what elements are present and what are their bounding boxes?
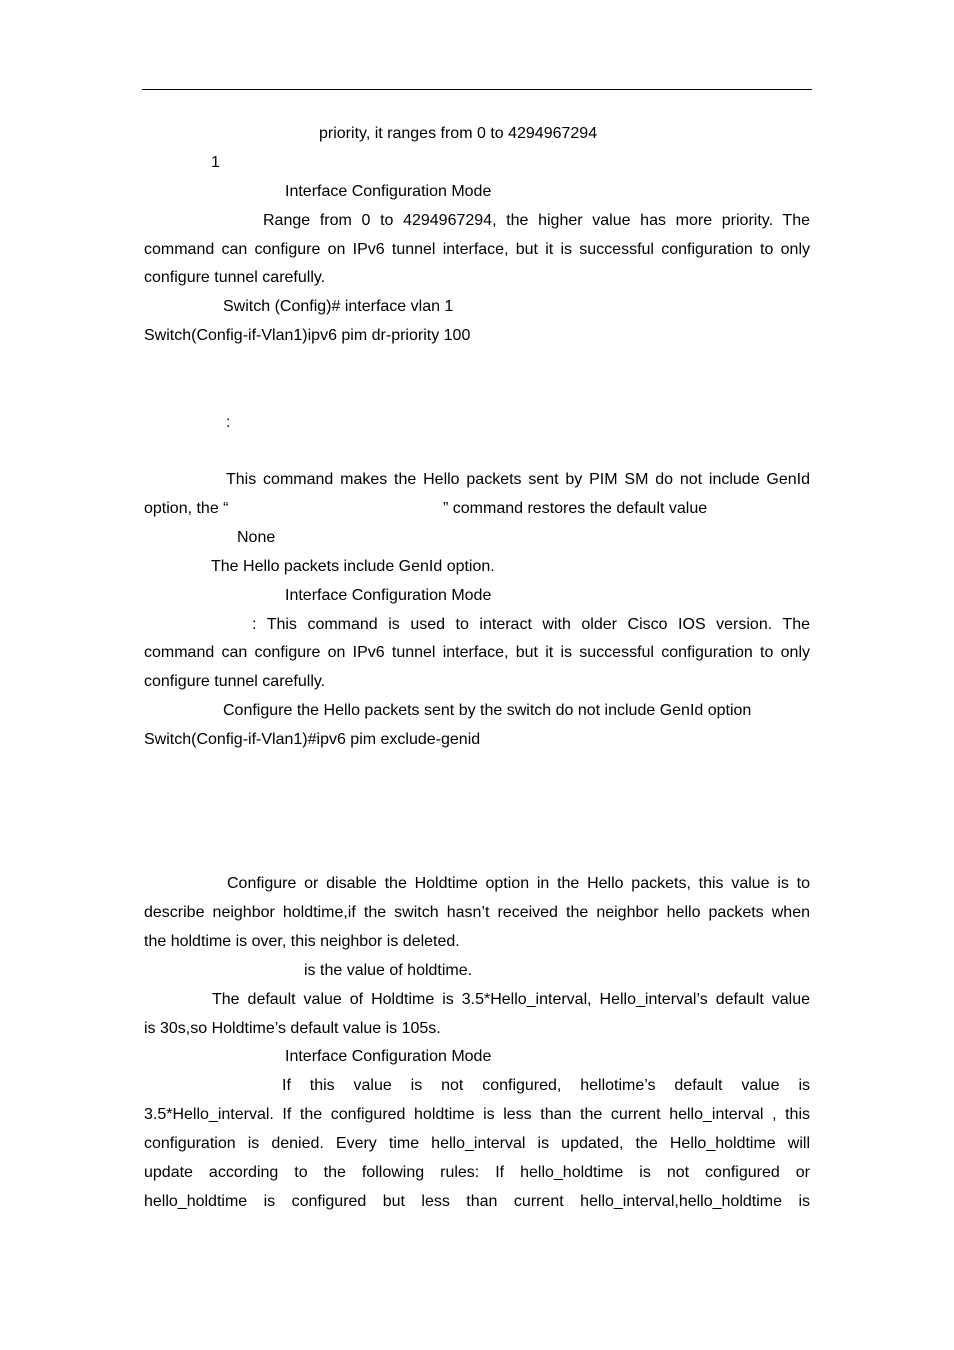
default-value: 1: [211, 154, 220, 171]
function-line: option, the “: [144, 500, 229, 517]
syntax-description: priority, it ranges from 0 to 4294967294: [319, 125, 598, 142]
example-line: Configure the Hello packets sent by the switch do not include GenId option: [223, 702, 752, 719]
default-line: is 30s,so Holdtime’s default value is 105s.: [144, 1020, 441, 1037]
usage-line: 3.5*Hello_interval. If the configured holdtime is less than the current hello_interval , this: [144, 1106, 810, 1123]
usage-line: configure tunnel carefully.: [144, 269, 326, 286]
function-line: ” command restores the default value: [443, 500, 708, 517]
usage-line: update according to the following rules: If hello_holdtime is not configured or: [144, 1164, 810, 1181]
parameter-value: is the value of holdtime.: [304, 962, 473, 979]
default-line: The default value of Holdtime is 3.5*Hello_interval, Hello_interval’s default value: [212, 991, 810, 1008]
usage-line: configuration is denied. Every time hello_interval is updated, the Hello_holdtime will: [144, 1135, 810, 1152]
header-rule: [142, 89, 812, 90]
usage-line: : This command is used to interact with older Cisco IOS version. The: [252, 616, 810, 633]
command-mode: Interface Configuration Mode: [285, 1048, 492, 1065]
command-mode: Interface Configuration Mode: [285, 183, 492, 200]
usage-line: hello_holdtime is configured but less than current hello_interval,hello_holdtime is: [144, 1193, 810, 1210]
usage-line: Range from 0 to 4294967294, the higher value has more priority. The: [263, 212, 810, 229]
command-mode: Interface Configuration Mode: [285, 587, 492, 604]
example-line: Switch(Config-if-Vlan1)ipv6 pim dr-priority 100: [144, 327, 471, 344]
function-line: This command makes the Hello packets sent by PIM SM do not include GenId: [226, 471, 810, 488]
example-line: Switch (Config)# interface vlan 1: [223, 298, 454, 315]
function-line: Configure or disable the Holdtime option in the Hello packets, this value is to: [227, 875, 810, 892]
example-line: Switch(Config-if-Vlan1)#ipv6 pim exclude-genid: [144, 731, 481, 748]
usage-line: If this value is not configured, hellotime’s default value is: [282, 1077, 810, 1094]
function-line: describe neighbor holdtime,if the switch hasn’t received the neighbor hello packets when: [144, 904, 810, 921]
format-colon: :: [226, 414, 231, 431]
usage-line: command can configure on IPv6 tunnel interface, but it is successful configuration to only: [144, 241, 810, 258]
default-text: The Hello packets include GenId option.: [211, 558, 495, 575]
function-line: the holdtime is over, this neighbor is deleted.: [144, 933, 460, 950]
usage-line: command can configure on IPv6 tunnel interface, but it is successful configuration to only: [144, 644, 810, 661]
parameter-value: None: [237, 529, 276, 546]
usage-line: configure tunnel carefully.: [144, 673, 326, 690]
